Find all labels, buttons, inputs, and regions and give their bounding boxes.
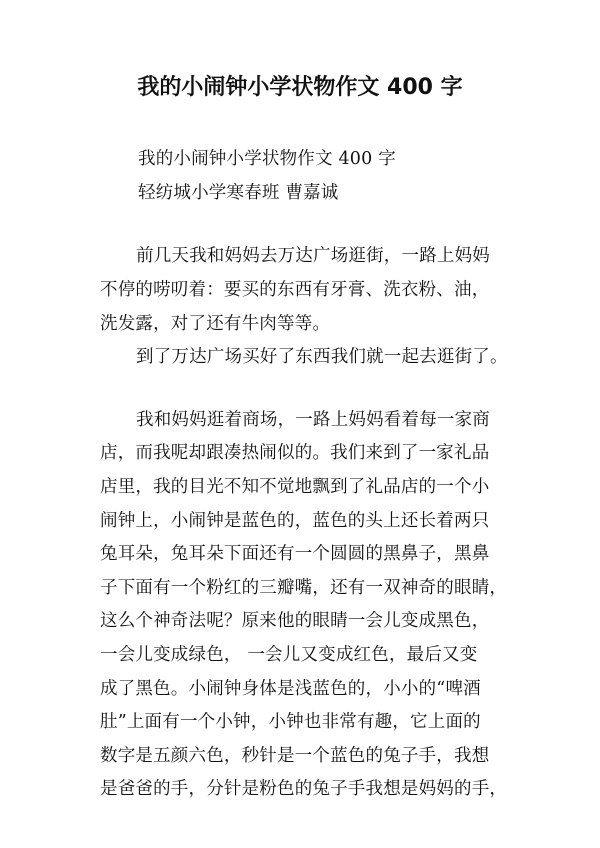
paragraph-3-line-3: 店里，我的目光不知不觉地飘到了礼品店的一个小 xyxy=(100,477,490,497)
author-line: 轻纺城小学寒春班 曹嘉诚 xyxy=(138,183,339,203)
paragraph-1-line-2: 不停的唠叨着：要买的东西有牙膏、洗衣粉、油， xyxy=(100,280,490,300)
paragraph-3-line-11: 数字是五颜六色，秒针是一个蓝色的兔子手，我想 xyxy=(100,746,490,766)
paragraph-3-line-5: 兔耳朵，兔耳朵下面还有一个圆圆的黑鼻子，黑鼻 xyxy=(100,544,490,564)
paragraph-3-line-12: 是爸爸的手，分针是粉色的兔子手我想是妈妈的手， xyxy=(100,779,508,799)
paragraph-3-line-4: 闹钟上，小闹钟是蓝色的，蓝色的头上还长着两只 xyxy=(100,511,490,531)
paragraph-3-line-7: 这么个神奇法呢？原来他的眼睛一会儿变成黑色， xyxy=(100,611,490,631)
paragraph-1-line-3: 洗发露，对了还有牛肉等等。 xyxy=(100,314,331,334)
paragraph-2-line-1: 到了万达广场买好了东西我们就一起去逛街了。 xyxy=(136,347,508,367)
paragraph-3-line-2: 店，而我呢却跟凑热闹似的。我们来到了一家礼品 xyxy=(100,443,490,463)
subtitle-line: 我的小闹钟小学状物作文 400 字 xyxy=(138,149,396,169)
paragraph-1-line-1: 前几天我和妈妈去万达广场逛街，一路上妈妈 xyxy=(136,246,490,266)
paragraph-3-line-10: 肚”上面有一个小钟，小钟也非常有趣，它上面的 xyxy=(100,712,481,732)
paragraph-3-line-8: 一会儿变成绿色， 一会儿又变成红色，最后又变 xyxy=(100,645,478,665)
paragraph-3-line-6: 子下面有一个粉红的三瓣嘴，还有一双神奇的眼睛， xyxy=(100,578,508,598)
document-title: 我的小闹钟小学状物作文 400 字 xyxy=(137,75,463,100)
paragraph-3-line-9: 成了黑色。小闹钟身体是浅蓝色的，小小的“啤酒 xyxy=(100,679,481,699)
paragraph-3-line-1: 我和妈妈逛着商场，一路上妈妈看着每一家商 xyxy=(136,410,490,430)
